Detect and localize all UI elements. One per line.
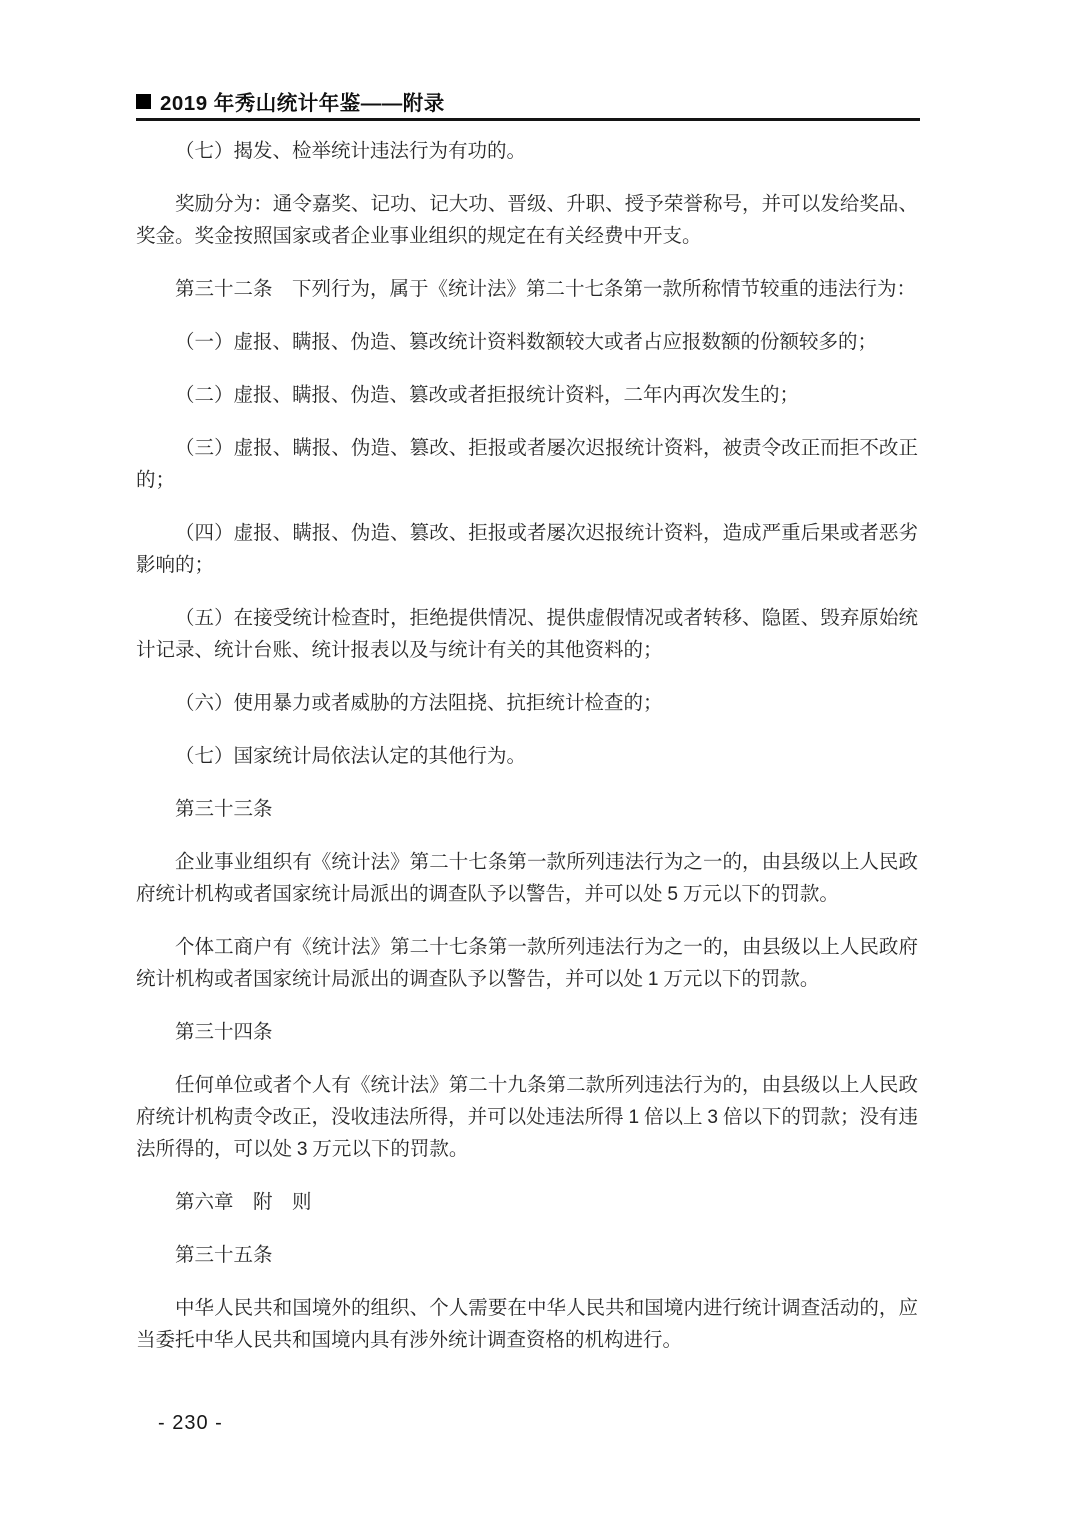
page-number: - 230 -: [158, 1412, 223, 1434]
header-square-icon: [136, 94, 151, 109]
paragraph-article-33-individual: 个体工商户有《统计法》第二十七条第一款所列违法行为之一的，由县级以上人民政府统计机构或者国家统计局派出的调查队予以警告，并可以处 1 万元以下的罚款。: [136, 937, 918, 990]
paragraph-item-7-merit: （七）揭发、检举统计违法行为有功的。: [175, 141, 527, 162]
paragraph-rewards: 奖励分为：通令嘉奖、记功、记大功、晋级、升职、授予荣誉称号，并可以发给奖品、奖金。奖金按照国家或者企业事业组织的规定在有关经费中开支。: [136, 194, 918, 247]
paragraph-article-34: 第三十四条: [175, 1022, 273, 1043]
paragraph-item-5: （五）在接受统计检查时，拒绝提供情况、提供虚假情况或者转移、隐匿、毁弃原始统计记录、统计台账、统计报表以及与统计有关的其他资料的；: [136, 608, 918, 661]
page-header-title: 2019 年秀山统计年鉴——附录: [160, 92, 445, 115]
paragraph-chapter-6-heading: 第六章 附 则: [175, 1192, 312, 1213]
paragraph-article-33-enterprise: 企业事业组织有《统计法》第二十七条第一款所列违法行为之一的，由县级以上人民政府统计机构或者国家统计局派出的调查队予以警告，并可以处 5 万元以下的罚款。: [136, 852, 918, 905]
paragraph-article-35: 第三十五条: [175, 1245, 273, 1266]
paragraph-article-33: 第三十三条: [175, 799, 273, 820]
paragraph-article-34-body: 任何单位或者个人有《统计法》第二十九条第二款所列违法行为的，由县级以上人民政府统计机构责令改正，没收违法所得，并可以处违法所得 1 倍以上 3 倍以下的罚款；没有违法所得的，可以处 3 万元以下的罚款。: [136, 1075, 918, 1160]
paragraph-item-2: （二）虚报、瞒报、伪造、篡改或者拒报统计资料，二年内再次发生的；: [175, 385, 800, 406]
paragraph-article-32: 第三十二条 下列行为，属于《统计法》第二十七条第一款所称情节较重的违法行为：: [175, 279, 917, 300]
paragraph-item-3: （三）虚报、瞒报、伪造、篡改、拒报或者屡次迟报统计资料，被责令改正而拒不改正的；: [136, 438, 918, 491]
page-footer: [158, 1412, 223, 1435]
paragraph-item-6: （六）使用暴力或者威胁的方法阻挠、抗拒统计检查的；: [175, 693, 663, 714]
page-header: [136, 88, 920, 121]
paragraph-article-35-body: 中华人民共和国境外的组织、个人需要在中华人民共和国境内进行统计调查活动的，应当委托中华人民共和国境内具有涉外统计调查资格的机构进行。: [136, 1298, 918, 1351]
paragraph-item-1: （一）虚报、瞒报、伪造、篡改统计资料数额较大或者占应报数额的份额较多的；: [175, 332, 878, 353]
paragraph-item-4: （四）虚报、瞒报、伪造、篡改、拒报或者屡次迟报统计资料，造成严重后果或者恶劣影响的；: [136, 523, 918, 576]
paragraph-item-7-other: （七）国家统计局依法认定的其他行为。: [175, 746, 527, 767]
document-body: [136, 136, 918, 1378]
